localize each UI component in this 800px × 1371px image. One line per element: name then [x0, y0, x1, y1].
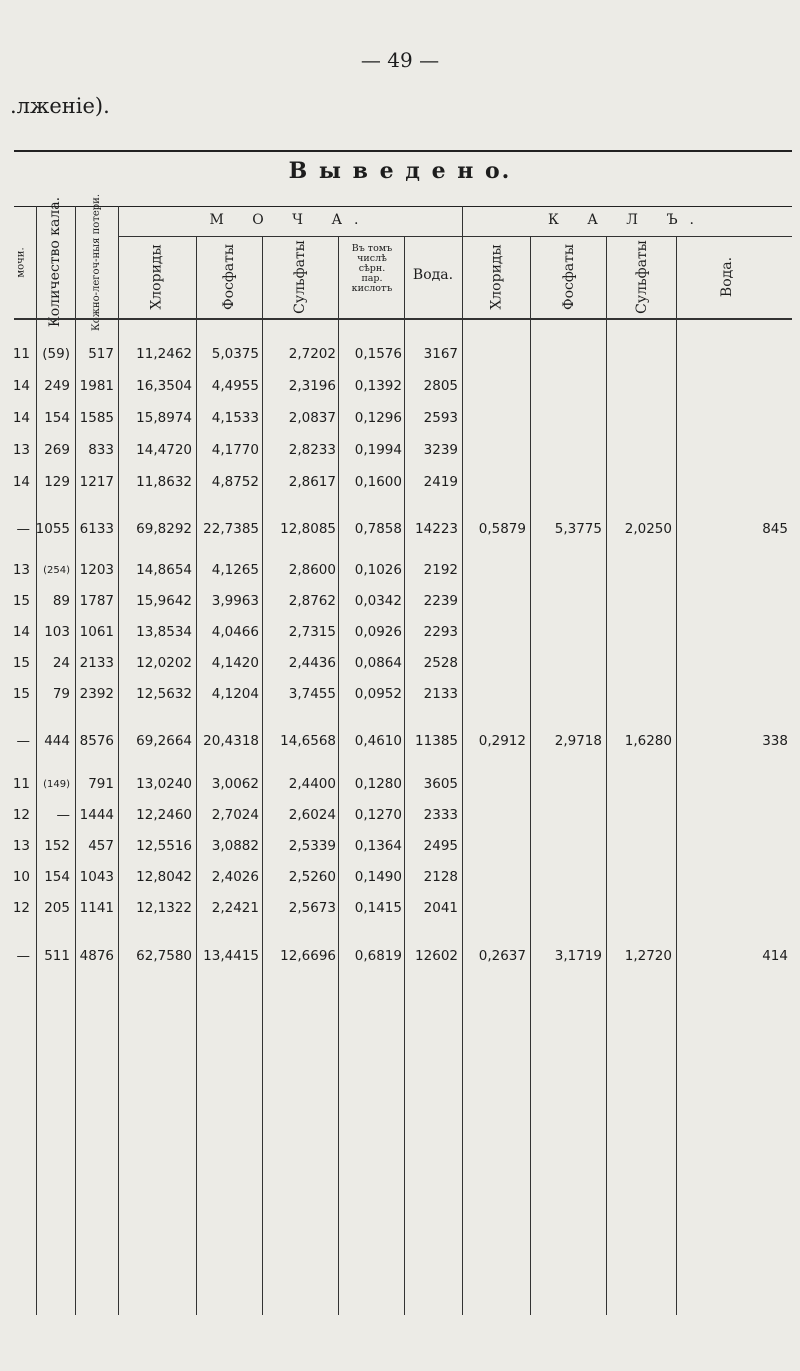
feces-water-header: Вода. — [719, 256, 736, 298]
urine-paired-acids: 0,0864 — [354, 655, 402, 671]
urine-phosphates: 4,4955 — [211, 378, 259, 394]
row-label: 11 — [12, 776, 30, 792]
table-row — [0, 346, 800, 368]
urine-paired-acids: 0,6819 — [354, 948, 402, 964]
skin-loss: 1061 — [79, 624, 114, 640]
urine-sulfates: 2,4436 — [288, 655, 336, 671]
row-label: — — [16, 521, 30, 537]
urine-paired-acids: 0,1994 — [354, 442, 402, 458]
urine-sulfates: 2,8600 — [288, 562, 336, 578]
urine-water: 2419 — [423, 474, 458, 490]
table-row — [0, 776, 800, 798]
urine-phosphates: 5,0375 — [211, 346, 259, 362]
urine-paired-acids: 0,1296 — [354, 410, 402, 426]
skin-loss: 1043 — [79, 869, 114, 885]
feces-quantity: 79 — [52, 686, 70, 702]
urine-water: 11385 — [415, 733, 458, 749]
urine-sulfates: 12,6696 — [280, 948, 336, 964]
feces-quantity: (254) — [43, 565, 70, 576]
urine-chlorides: 14,4720 — [136, 442, 192, 458]
urine-phosphates: 2,2421 — [211, 900, 259, 916]
row-label: 14 — [12, 474, 30, 490]
table-row — [0, 474, 800, 496]
feces-quantity: 269 — [44, 442, 70, 458]
urine-sulfates: 3,7455 — [288, 686, 336, 702]
paired-line-1: Въ томъ — [351, 243, 393, 254]
urine-chlorides: 69,2664 — [136, 733, 192, 749]
feces-phosphates: 5,3775 — [554, 521, 602, 537]
urine-chlorides: 12,8042 — [136, 869, 192, 885]
urine-paired-acids: 0,1576 — [354, 346, 402, 362]
feces-chlorides: 0,2637 — [478, 948, 526, 964]
feces-quantity: — — [56, 807, 70, 823]
top-rule — [14, 150, 792, 152]
urine-paired-acids: 0,1026 — [354, 562, 402, 578]
urine-sulfates: 2,5339 — [288, 838, 336, 854]
col-line — [462, 206, 463, 1315]
row-label: 14 — [12, 410, 30, 426]
row-label: 11 — [12, 346, 30, 362]
feces-sulfates: 1,6280 — [624, 733, 672, 749]
urine-phosphates: 20,4318 — [203, 733, 259, 749]
row-label: — — [16, 948, 30, 964]
title-rule — [14, 206, 792, 207]
urine-chlorides: 69,8292 — [136, 521, 192, 537]
urine-phosphates: 3,0062 — [211, 776, 259, 792]
row-label: 13 — [12, 838, 30, 854]
urine-paired-acids: 0,0926 — [354, 624, 402, 640]
urine-chlorides: 12,5632 — [136, 686, 192, 702]
urine-sulfates: 14,6568 — [280, 733, 336, 749]
table-row — [0, 378, 800, 400]
feces-quantity: 511 — [44, 948, 70, 964]
feces-water: 338 — [762, 733, 788, 749]
table-row — [0, 900, 800, 922]
row-label: 13 — [12, 442, 30, 458]
urine-paired-acids: 0,1280 — [354, 776, 402, 792]
urine-water-header: Вода. — [412, 267, 454, 283]
feces-quantity: 24 — [52, 655, 70, 671]
urine-water: 3167 — [423, 346, 458, 362]
urine-chlorides: 14,8654 — [136, 562, 192, 578]
paired-line-3: сѣрн. — [358, 263, 386, 274]
urine-paired-acids: 0,1270 — [354, 807, 402, 823]
urine-chlorides: 12,1322 — [136, 900, 192, 916]
feces-quantity: 205 — [44, 900, 70, 916]
urine-sulfates: 2,7202 — [288, 346, 336, 362]
table-row — [0, 807, 800, 829]
urine-chlorides: 13,0240 — [136, 776, 192, 792]
urine-sulfates-header: Сульфаты — [292, 240, 309, 314]
col-header-quantity: Количество кала. — [47, 196, 64, 328]
header-rule — [14, 318, 792, 320]
urine-chlorides: 15,9642 — [136, 593, 192, 609]
table-row — [0, 442, 800, 464]
urine-phosphates-header: Фосфаты — [221, 243, 237, 311]
row-label: 15 — [12, 655, 30, 671]
urine-phosphates: 2,4026 — [211, 869, 259, 885]
feces-quantity: (149) — [43, 779, 70, 790]
urine-chlorides: 62,7580 — [136, 948, 192, 964]
row-label: 12 — [12, 807, 30, 823]
urine-phosphates: 2,7024 — [211, 807, 259, 823]
urine-paired-acids: 0,7858 — [354, 521, 402, 537]
urine-sulfates: 2,7315 — [288, 624, 336, 640]
skin-loss: 1787 — [79, 593, 114, 609]
urine-chlorides: 12,5516 — [136, 838, 192, 854]
urine-sulfates: 2,8233 — [288, 442, 336, 458]
urine-phosphates: 3,0882 — [211, 838, 259, 854]
skin-loss: 2133 — [79, 655, 114, 671]
urine-chlorides: 12,2460 — [136, 807, 192, 823]
urine-chlorides: 12,0202 — [136, 655, 192, 671]
table-row — [0, 562, 800, 584]
table-row — [0, 733, 800, 755]
feces-chlorides: 0,2912 — [478, 733, 526, 749]
row-label: 14 — [12, 378, 30, 394]
urine-water: 2133 — [423, 686, 458, 702]
urine-sulfates: 2,6024 — [288, 807, 336, 823]
urine-sulfates: 2,8762 — [288, 593, 336, 609]
feces-phosphates: 2,9718 — [554, 733, 602, 749]
urine-water: 3605 — [423, 776, 458, 792]
feces-quantity: 154 — [44, 869, 70, 885]
urine-water: 2593 — [423, 410, 458, 426]
feces-chlorides-header: Хлориды — [489, 244, 506, 310]
feces-quantity: 129 — [44, 474, 70, 490]
urine-chlorides: 13,8534 — [136, 624, 192, 640]
row-label: 12 — [12, 900, 30, 916]
feces-sulfates: 2,0250 — [624, 521, 672, 537]
feces-quantity: 1055 — [35, 521, 70, 537]
skin-loss: 1981 — [79, 378, 114, 394]
col-line — [118, 206, 119, 1315]
row-label: 14 — [12, 624, 30, 640]
feces-quantity: 89 — [52, 593, 70, 609]
feces-sulfates-header: Сульфаты — [634, 240, 651, 314]
urine-phosphates: 4,1420 — [211, 655, 259, 671]
skin-loss: 8576 — [79, 733, 114, 749]
feces-water: 845 — [762, 521, 788, 537]
skin-loss: 1444 — [79, 807, 114, 823]
urine-chlorides-header: Хлориды — [149, 244, 166, 310]
urine-chlorides: 15,8974 — [136, 410, 192, 426]
feces-quantity: 103 — [44, 624, 70, 640]
paired-line-5: кислотъ — [351, 283, 393, 294]
urine-sulfates: 2,5260 — [288, 869, 336, 885]
skin-loss: 791 — [88, 776, 114, 792]
urine-water: 2333 — [423, 807, 458, 823]
feces-water: 414 — [762, 948, 788, 964]
urine-paired-acids: 0,1600 — [354, 474, 402, 490]
skin-loss: 2392 — [79, 686, 114, 702]
feces-phosphates: 3,1719 — [554, 948, 602, 964]
table-row — [0, 624, 800, 646]
urine-sulfates: 2,8617 — [288, 474, 336, 490]
feces-group-header: К А Л Ъ. — [547, 212, 707, 228]
urine-sulfates: 2,0837 — [288, 410, 336, 426]
feces-chlorides: 0,5879 — [478, 521, 526, 537]
urine-phosphates: 22,7385 — [203, 521, 259, 537]
urine-sulfates: 12,8085 — [280, 521, 336, 537]
urine-water: 2495 — [423, 838, 458, 854]
urine-phosphates: 4,1204 — [211, 686, 259, 702]
urine-paired-acids: 0,1364 — [354, 838, 402, 854]
group-rule — [118, 236, 792, 237]
skin-loss: 4876 — [79, 948, 114, 964]
row-label: 10 — [12, 869, 30, 885]
table-row — [0, 948, 800, 970]
urine-phosphates: 4,8752 — [211, 474, 259, 490]
feces-quantity: 154 — [44, 410, 70, 426]
urine-water: 2805 — [423, 378, 458, 394]
col-header-stub: мочи. — [15, 246, 27, 278]
urine-water: 3239 — [423, 442, 458, 458]
urine-water: 2192 — [423, 562, 458, 578]
feces-quantity: 444 — [44, 733, 70, 749]
urine-chlorides: 11,2462 — [136, 346, 192, 362]
feces-quantity: (59) — [42, 346, 70, 362]
row-label: 15 — [12, 686, 30, 702]
table-row — [0, 593, 800, 615]
urine-water: 12602 — [415, 948, 458, 964]
col-line — [75, 206, 76, 1315]
skin-loss: 457 — [88, 838, 114, 854]
urine-group-header: М О Ч А. — [209, 212, 371, 228]
table-row — [0, 410, 800, 432]
urine-paired-acids: 0,4610 — [354, 733, 402, 749]
row-label: — — [16, 733, 30, 749]
feces-quantity: 152 — [44, 838, 70, 854]
skin-loss: 1203 — [79, 562, 114, 578]
row-label: 15 — [12, 593, 30, 609]
running-head: .лженіе). — [10, 94, 110, 118]
page-number: — 49 — — [360, 48, 440, 72]
urine-paired-acids: 0,0342 — [354, 593, 402, 609]
skin-loss: 1141 — [79, 900, 114, 916]
feces-sulfates: 1,2720 — [624, 948, 672, 964]
urine-phosphates: 4,1770 — [211, 442, 259, 458]
urine-paired-acids: 0,1415 — [354, 900, 402, 916]
table-row — [0, 869, 800, 891]
urine-phosphates: 4,1533 — [211, 410, 259, 426]
skin-loss: 1585 — [79, 410, 114, 426]
skin-loss: 6133 — [79, 521, 114, 537]
urine-water: 2239 — [423, 593, 458, 609]
col-line — [36, 206, 37, 1315]
urine-water: 2528 — [423, 655, 458, 671]
table-row — [0, 521, 800, 543]
urine-phosphates: 3,9963 — [211, 593, 259, 609]
urine-phosphates: 4,0466 — [211, 624, 259, 640]
skin-loss: 833 — [88, 442, 114, 458]
row-label: 13 — [12, 562, 30, 578]
skin-loss: 1217 — [79, 474, 114, 490]
table-row — [0, 686, 800, 708]
urine-paired-acids: 0,1490 — [354, 869, 402, 885]
urine-water: 14223 — [415, 521, 458, 537]
table-title: В ы в е д е н о. — [288, 158, 512, 184]
urine-sulfates: 2,4400 — [288, 776, 336, 792]
paired-line-4: пар. — [361, 273, 383, 284]
urine-paired-acids-header — [340, 244, 404, 294]
urine-chlorides: 16,3504 — [136, 378, 192, 394]
feces-quantity: 249 — [44, 378, 70, 394]
table-row — [0, 655, 800, 677]
urine-sulfates: 2,5673 — [288, 900, 336, 916]
skin-loss: 517 — [88, 346, 114, 362]
urine-paired-acids: 0,1392 — [354, 378, 402, 394]
urine-water: 2293 — [423, 624, 458, 640]
table-row — [0, 838, 800, 860]
urine-water: 2041 — [423, 900, 458, 916]
urine-chlorides: 11,8632 — [136, 474, 192, 490]
col-header-skin-loss: Кожно-легоч-ныя потери. — [91, 193, 103, 331]
urine-paired-acids: 0,0952 — [354, 686, 402, 702]
urine-water: 2128 — [423, 869, 458, 885]
feces-phosphates-header: Фосфаты — [561, 243, 577, 311]
urine-sulfates: 2,3196 — [288, 378, 336, 394]
urine-phosphates: 13,4415 — [203, 948, 259, 964]
urine-phosphates: 4,1265 — [211, 562, 259, 578]
paired-line-2: числѣ — [357, 253, 387, 264]
